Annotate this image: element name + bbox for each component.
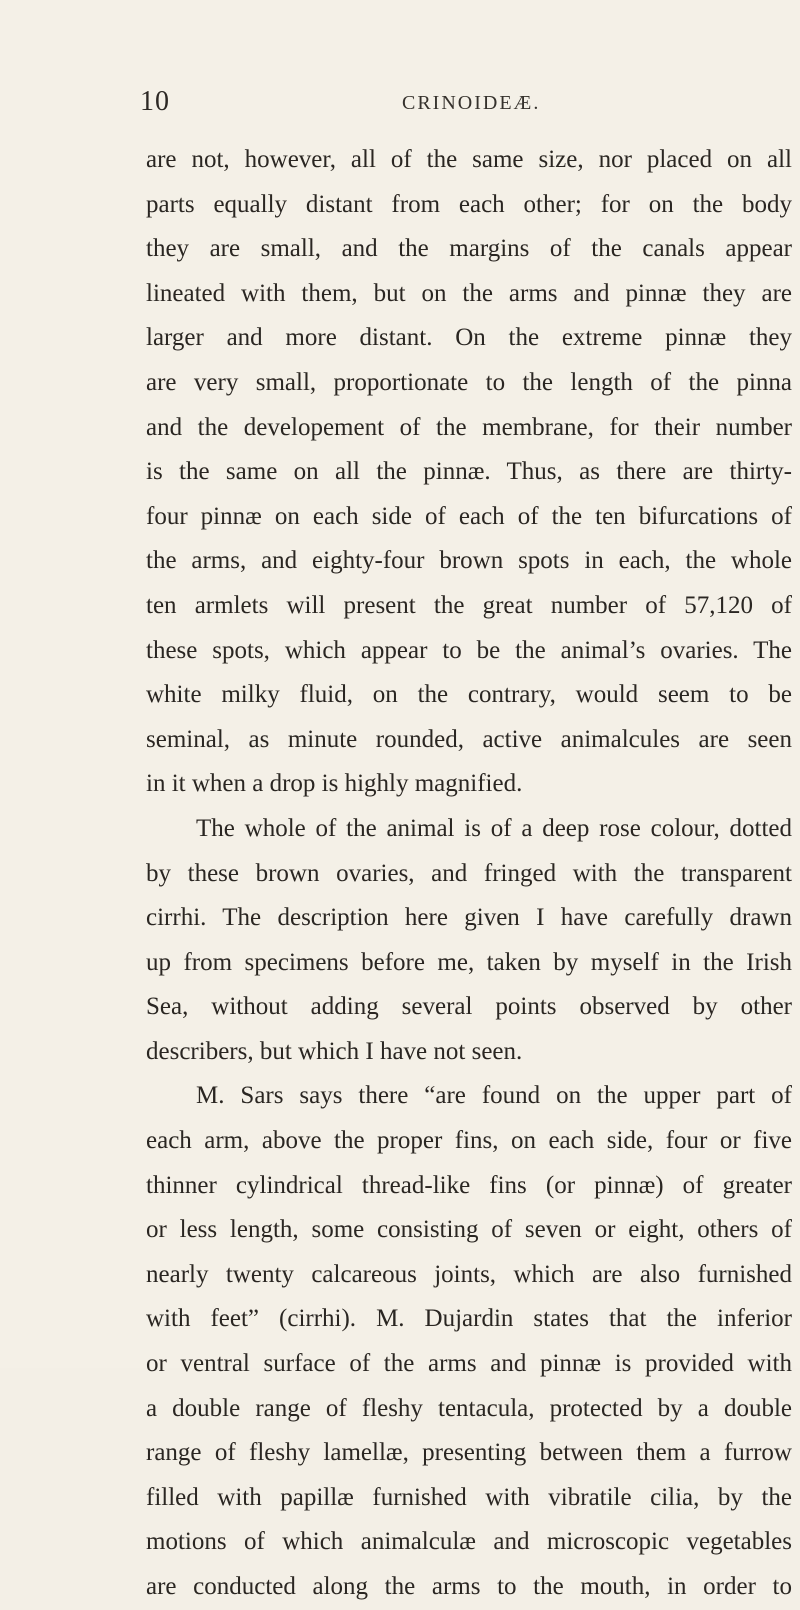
text-line: they are small, and the margins of the canals appear [146,235,792,263]
text-line: each arm, above the proper fins, on each side, four or five [146,1127,792,1155]
text-line: nearly twenty calcareous joints, which are also furnished [146,1260,792,1288]
running-title: CRINOIDEÆ. [402,92,541,114]
text-line: Sea, without adding several points observed by other [146,993,792,1021]
text-line: ten armlets will present the great number of 57,120 of [146,591,792,619]
page-number: 10 [140,86,170,117]
text-line: thinner cylindrical thread-like fins (or pinnæ) of greater [146,1171,792,1199]
text-line: describers, but which I have not seen. [146,1037,523,1065]
text-line: range of fleshy lamellæ, presenting between them a furrow [146,1439,792,1467]
text-line: by these brown ovaries, and fringed with the transparent [146,859,792,887]
text-line: M. Sars says there “are found on the upper part of [196,1082,792,1110]
text-line: parts equally distant from each other; for on the body [146,190,792,218]
text-line: a double range of fleshy tentacula, protected by a double [146,1394,792,1422]
text-line: seminal, as minute rounded, active animalcules are seen [146,725,792,753]
text-line: filled with papillæ furnished with vibratile cilia, by the [146,1483,792,1511]
text-line: larger and more distant. On the extreme pinnæ they [146,324,792,352]
text-line: these spots, which appear to be the animal’s ovaries. The [146,636,792,664]
body-text [146,138,792,1610]
text-line: the arms, and eighty-four brown spots in each, the whole [146,547,792,575]
text-line: lineated with them, but on the arms and pinnæ they are [146,279,792,307]
text-line: are very small, proportionate to the length of the pinna [146,368,792,396]
text-line: is the same on all the pinnæ. Thus, as there are thirty- [146,458,792,486]
text-line: and the developement of the membrane, for their number [146,413,792,441]
text-line: up from specimens before me, taken by myself in the Irish [146,948,792,976]
text-line: in it when a drop is highly magnified. [146,770,523,798]
text-line: are not, however, all of the same size, nor placed on all [146,146,792,173]
text-line: or ventral surface of the arms and pinnæ is provided with [146,1350,792,1378]
text-line: The whole of the animal is of a deep rose colour, dotted [196,814,792,842]
text-line: cirrhi. The description here given I have carefully drawn [146,904,792,932]
text-line: with feet” (cirrhi). M. Dujardin states that the inferior [146,1305,792,1333]
running-head [140,86,792,126]
text-line: motions of which animalculæ and microscopic vegetables [146,1528,792,1556]
text-line: four pinnæ on each side of each of the ten bifurcations of [146,502,792,530]
text-line: white milky fluid, on the contrary, would seem to be [146,681,792,709]
text-line: or less length, some consisting of seven or eight, others of [146,1216,792,1244]
text-line: are conducted along the arms to the mouth, in order to [146,1573,792,1600]
